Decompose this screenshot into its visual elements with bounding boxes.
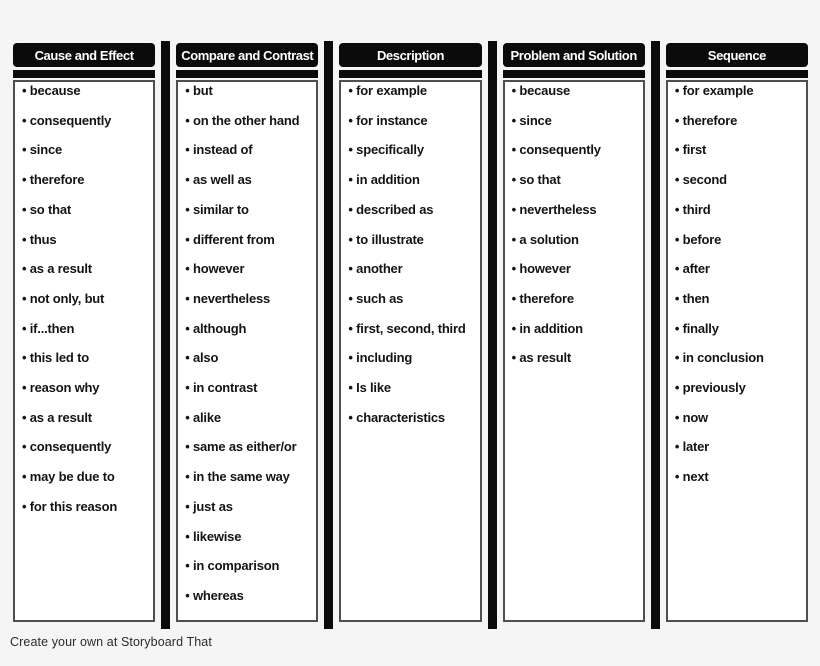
- signal-word-item: • specifically: [348, 135, 477, 165]
- signal-word-item: • second: [675, 165, 804, 195]
- column-title: Description: [339, 43, 481, 67]
- column-title: Cause and Effect: [13, 43, 155, 67]
- signal-word-item: • if...then: [22, 314, 151, 344]
- signal-words-list: [666, 80, 808, 622]
- signal-word-item: • reason why: [22, 373, 151, 403]
- signal-word-item: • on the other hand: [185, 106, 314, 136]
- column-divider-bar: [324, 41, 333, 629]
- signal-word-item: • for example: [675, 80, 804, 106]
- signal-word-item: • same as either/or: [185, 432, 314, 462]
- signal-word-item: • in contrast: [185, 373, 314, 403]
- column-top-strip: [503, 70, 645, 78]
- signal-word-item: • as result: [512, 343, 641, 373]
- text-structure-column: [339, 41, 481, 622]
- signal-word-item: • likewise: [185, 522, 314, 552]
- text-structure-column: [666, 41, 808, 622]
- signal-word-item: • therefore: [512, 284, 641, 314]
- signal-word-item: • however: [185, 254, 314, 284]
- signal-words-list: [176, 80, 318, 622]
- signal-word-item: • finally: [675, 314, 804, 344]
- signal-word-item: • since: [512, 106, 641, 136]
- signal-word-item: • alike: [185, 403, 314, 433]
- signal-words-list: [503, 80, 645, 622]
- signal-word-item: • Is like: [348, 373, 477, 403]
- signal-word-item: • described as: [348, 195, 477, 225]
- signal-word-item: • however: [512, 254, 641, 284]
- signal-word-item: • nevertheless: [512, 195, 641, 225]
- signal-word-item: • although: [185, 314, 314, 344]
- signal-words-list: [339, 80, 481, 622]
- signal-word-item: • such as: [348, 284, 477, 314]
- signal-word-item: • consequently: [22, 432, 151, 462]
- signal-word-item: • therefore: [22, 165, 151, 195]
- signal-word-item: • later: [675, 432, 804, 462]
- signal-word-item: • a solution: [512, 225, 641, 255]
- signal-word-item: • instead of: [185, 135, 314, 165]
- signal-word-item: • since: [22, 135, 151, 165]
- signal-word-item: • previously: [675, 373, 804, 403]
- signal-word-item: • so that: [512, 165, 641, 195]
- signal-word-item: • first, second, third: [348, 314, 477, 344]
- text-structure-column: [13, 41, 155, 622]
- signal-word-item: • different from: [185, 225, 314, 255]
- signal-words-board: [13, 41, 808, 629]
- signal-word-item: • thus: [22, 225, 151, 255]
- signal-word-item: • also: [185, 343, 314, 373]
- column-divider-bar: [488, 41, 497, 629]
- signal-word-item: • after: [675, 254, 804, 284]
- signal-word-item: • therefore: [675, 106, 804, 136]
- signal-word-item: • so that: [22, 195, 151, 225]
- signal-word-item: • first: [675, 135, 804, 165]
- column-top-strip: [666, 70, 808, 78]
- signal-word-item: • characteristics: [348, 403, 477, 433]
- signal-word-item: • for instance: [348, 106, 477, 136]
- column-title: Compare and Contrast: [176, 43, 318, 67]
- column-divider-bar: [651, 41, 660, 629]
- signal-word-item: • in comparison: [185, 551, 314, 581]
- signal-word-item: • in conclusion: [675, 343, 804, 373]
- signal-word-item: • because: [512, 80, 641, 106]
- signal-word-item: • whereas: [185, 581, 314, 611]
- signal-word-item: • including: [348, 343, 477, 373]
- signal-word-item: • as well as: [185, 165, 314, 195]
- column-top-strip: [339, 70, 481, 78]
- signal-word-item: • third: [675, 195, 804, 225]
- signal-word-item: • just as: [185, 492, 314, 522]
- signal-word-item: • before: [675, 225, 804, 255]
- signal-word-item: • this led to: [22, 343, 151, 373]
- column-title: Sequence: [666, 43, 808, 67]
- column-top-strip: [13, 70, 155, 78]
- signal-word-item: • then: [675, 284, 804, 314]
- signal-word-item: • but: [185, 80, 314, 106]
- column-divider-bar: [161, 41, 170, 629]
- signal-word-item: • for example: [348, 80, 477, 106]
- signal-word-item: • not only, but: [22, 284, 151, 314]
- signal-word-item: • in the same way: [185, 462, 314, 492]
- signal-word-item: • to illustrate: [348, 225, 477, 255]
- signal-word-item: • as a result: [22, 403, 151, 433]
- signal-word-item: • in addition: [512, 314, 641, 344]
- signal-word-item: • because: [22, 80, 151, 106]
- column-top-strip: [176, 70, 318, 78]
- signal-word-item: • nevertheless: [185, 284, 314, 314]
- signal-word-item: • consequently: [512, 135, 641, 165]
- signal-words-list: [13, 80, 155, 622]
- text-structure-column: [503, 41, 645, 622]
- signal-word-item: • now: [675, 403, 804, 433]
- signal-word-item: • for this reason: [22, 492, 151, 522]
- signal-word-item: • next: [675, 462, 804, 492]
- signal-word-item: • may be due to: [22, 462, 151, 492]
- column-title: Problem and Solution: [503, 43, 645, 67]
- footer-credit: Create your own at Storyboard That: [10, 635, 212, 649]
- signal-word-item: • as a result: [22, 254, 151, 284]
- text-structure-column: [176, 41, 318, 622]
- signal-word-item: • consequently: [22, 106, 151, 136]
- signal-word-item: • another: [348, 254, 477, 284]
- signal-word-item: • similar to: [185, 195, 314, 225]
- signal-word-item: • in addition: [348, 165, 477, 195]
